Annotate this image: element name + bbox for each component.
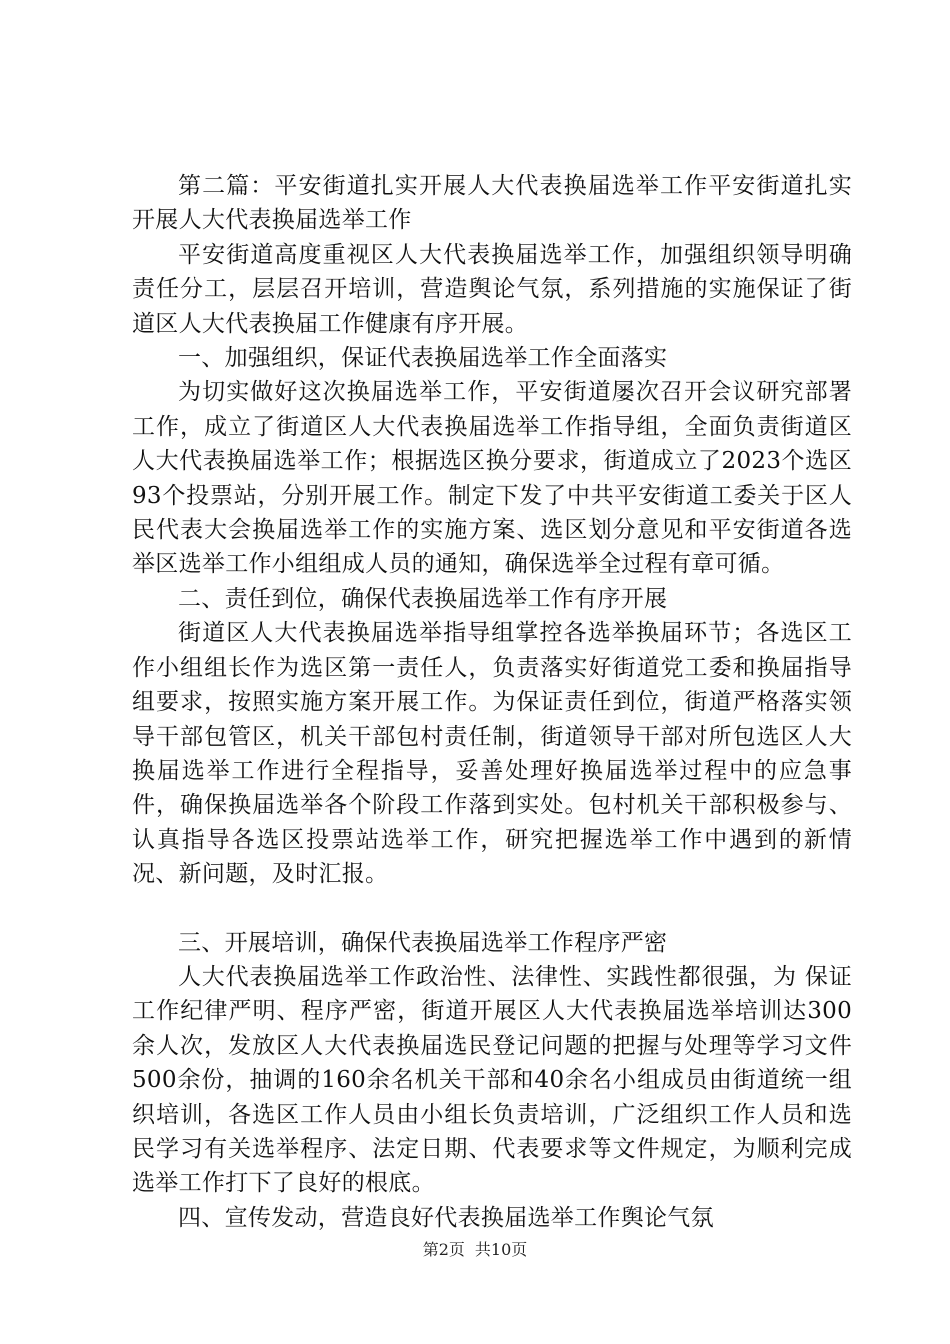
article-title: 第二篇：平安街道扎实开展人大代表换届选举工作平安街道扎实开展人大代表换届选举工作 bbox=[132, 173, 852, 234]
page-total: 共10页 bbox=[474, 1240, 528, 1259]
section-heading-2: 二、责任到位，确保代表换届选举工作有序开展 bbox=[178, 585, 668, 612]
page-number: 第2页 bbox=[422, 1240, 465, 1259]
section-heading-3: 三、开展培训，确保代表换届选举工作程序严密 bbox=[178, 929, 668, 956]
document-body bbox=[132, 169, 852, 1235]
section-body-3: 人大代表换届选举工作政治性、法律性、实践性都很强，为 保证工作纪律严明、程序严密，街道开展区人大代表换届选举培训达300余人次，发放区人大代表换届选民登记问题的把握与处理等学习文件500余份，抽调的160余名机关干部和40余名小组成员由街道统一组织培训，各选区工作人员由小组长负责培训，广泛组织工作人员和选民学习有关选举程序、法定日期、代表要求等文件规定，为顺利完成选举工作打下了良好的根底。 bbox=[132, 963, 852, 1197]
section-heading-1: 一、加强组织，保证代表换届选举工作全面落实 bbox=[178, 345, 668, 372]
page-footer bbox=[0, 1240, 950, 1260]
section-heading-4: 四、宣传发动，营造良好代表换届选举工作舆论气氛 bbox=[178, 1204, 714, 1231]
section-body-1: 为切实做好这次换届选举工作，平安街道屡次召开会议研究部署工作，成立了街道区人大代表换届选举工作指导组，全面负责街道区人大代表换届选举工作；根据选区换分要求，街道成立了2023个选区93个投票站，分别开展工作。制定下发了中共平安街道工委关于区人民代表大会换届选举工作的实施方案、选区划分意见和平安街道各选举区选举工作小组组成人员的通知，确保选举全过程有章可循。 bbox=[132, 379, 852, 578]
intro-paragraph: 平安街道高度重视区人大代表换届选举工作，加强组织领导明确责任分工，层层召开培训，营造舆论气氛，系列措施的实施保证了街道区人大代表换届工作健康有序开展。 bbox=[132, 241, 852, 337]
section-body-2: 街道区人大代表换届选举指导组掌控各选举换届环节；各选区工作小组组长作为选区第一责任人，负责落实好街道党工委和换届指导组要求，按照实施方案开展工作。为保证责任到位，街道严格落实领导干部包管区，机关干部包村责任制，街道领导干部对所包选区人大换届选举工作进行全程指导，妥善处理好换届选举过程中的应急事件，确保换届选举各个阶段工作落到实处。包村机关干部积极参与、认真指导各选区投票站选举工作，研究把握选举工作中遇到的新情况、新问题，及时汇报。 bbox=[132, 620, 852, 888]
